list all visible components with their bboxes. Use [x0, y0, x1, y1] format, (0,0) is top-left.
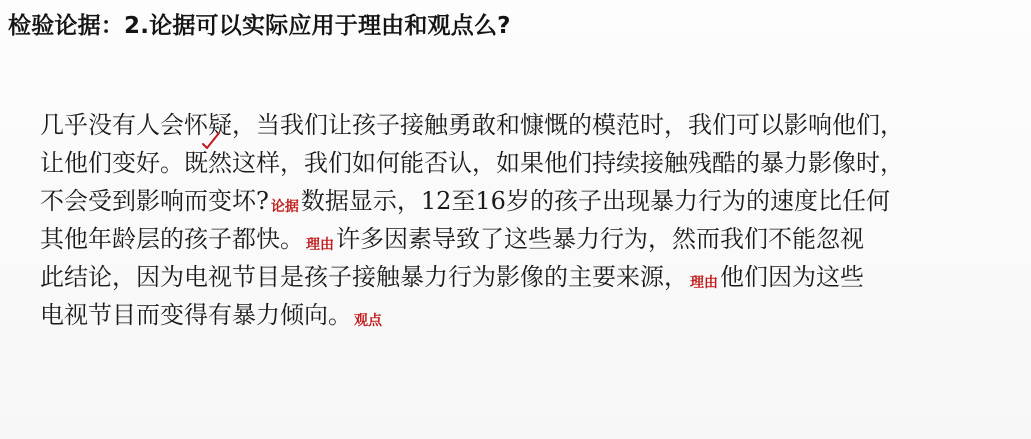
- passage-text: 其他年龄层的孩子都快。: [40, 225, 304, 253]
- passage-text: 不会受到影响而变坏?: [40, 187, 269, 215]
- passage-text: 许多因素导致了这些暴力行为，然而我们不能忽视: [336, 225, 864, 253]
- passage-text: 电视节目而变得有暴力倾向。: [40, 301, 352, 329]
- passage-line-2: [40, 144, 1020, 182]
- evidence-tag: 论据: [270, 199, 299, 215]
- reason-tag: 理由: [306, 237, 334, 253]
- conclusion-tag: 观点: [354, 313, 382, 329]
- passage-text: 几乎没有人会怀疑，当我们让孩子接触勇敢和慷慨的模范时，我们可以影响他们，: [40, 111, 904, 139]
- passage: [40, 106, 1020, 334]
- passage-line-5: [40, 258, 1020, 296]
- passage-text: 让他们变好。既然这样，我们如何能否认，如果他们持续接触残酷的暴力影像时，: [40, 149, 904, 177]
- passage-line-3: [40, 182, 1020, 220]
- passage-text: 数据显示，12至16岁的孩子出现暴力行为的速度比任何: [300, 187, 890, 215]
- slide-heading: 检验论据：2.论据可以实际应用于理由和观点么?: [8, 13, 511, 39]
- passage-text: 此结论，因为电视节目是孩子接触暴力行为影像的主要来源，: [40, 263, 688, 291]
- reason-tag: 理由: [690, 275, 718, 291]
- passage-line-4: [40, 220, 1020, 258]
- passage-text: 他们因为这些: [720, 263, 864, 291]
- passage-line-1: [40, 106, 1020, 144]
- passage-line-6: [40, 296, 1020, 334]
